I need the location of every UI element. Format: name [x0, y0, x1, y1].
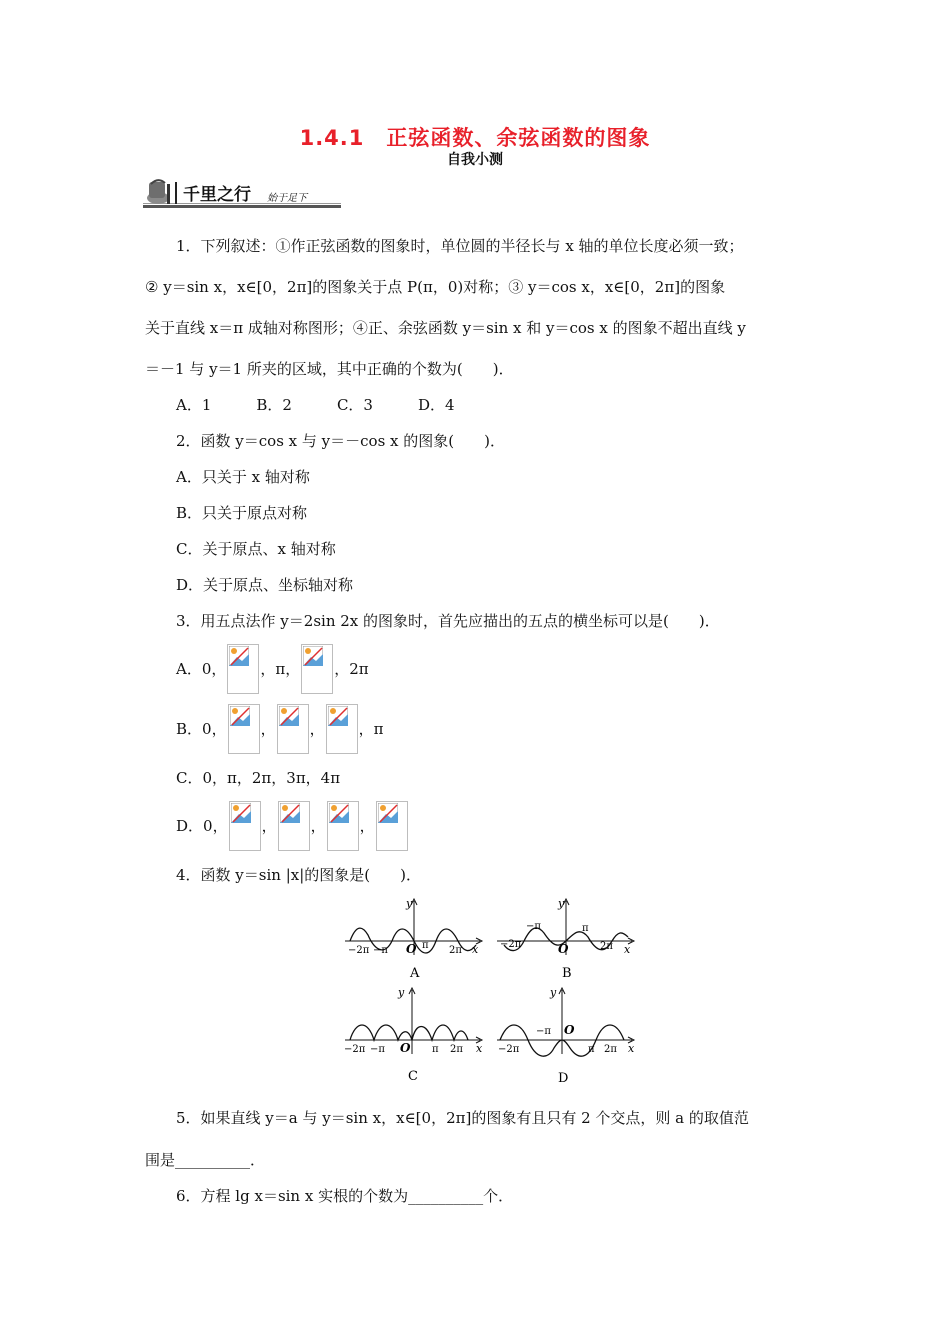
- q3-a-pi: ，π，: [260, 660, 301, 678]
- broken-image-icon: [229, 801, 261, 851]
- svg-text:x: x: [472, 943, 479, 956]
- graph-b: [492, 893, 642, 983]
- svg-text:2π: 2π: [449, 945, 462, 956]
- graph-c: [340, 982, 490, 1087]
- q3-a-label: A．0，: [176, 660, 227, 678]
- q1-line4: ＝－1 与 y＝1 所夹的区域，其中正确的个数为( )．: [145, 360, 514, 378]
- q3-b-label: B．0，: [176, 720, 227, 738]
- svg-text:−π: −π: [526, 921, 541, 932]
- q3-stem: 3．用五点法作 y＝2sin 2x 的图象时，首先应描出的五点的横坐标可以是( )．: [176, 612, 720, 630]
- broken-image-icon: [277, 704, 309, 754]
- svg-text:2π: 2π: [450, 1044, 463, 1055]
- q3-d-sep: ，: [261, 817, 277, 835]
- svg-text:2π: 2π: [600, 941, 613, 952]
- banner-main-text: 千里之行: [183, 185, 251, 205]
- q1-options: A．1 B．2 C．3 D．4: [176, 396, 455, 414]
- q2-option-d: D．关于原点、坐标轴对称: [176, 576, 354, 594]
- svg-text:x: x: [628, 1042, 635, 1055]
- svg-text:y: y: [550, 986, 557, 999]
- q6-stem: 6．方程 lg x＝sin x 实根的个数为__________个．: [176, 1187, 514, 1205]
- svg-text:−2π: −2π: [344, 1044, 366, 1055]
- broken-image-icon: [228, 704, 260, 754]
- svg-text:B: B: [562, 966, 572, 981]
- svg-text:D: D: [558, 1071, 569, 1086]
- q3-d-sep: ，: [310, 817, 326, 835]
- graph-c-curve: [350, 1025, 468, 1040]
- broken-image-icon: [376, 801, 408, 851]
- banner-sub-text: 始于足下: [267, 193, 307, 204]
- svg-text:−2π: −2π: [348, 945, 370, 956]
- svg-text:π: π: [588, 1044, 595, 1055]
- page-subtitle: 自我小测: [447, 152, 503, 168]
- svg-text:π: π: [422, 940, 429, 951]
- broken-image-icon: [327, 801, 359, 851]
- q3-d-label: D．0，: [176, 817, 228, 835]
- q3-b-sep: ，: [260, 720, 276, 738]
- svg-text:2π: 2π: [604, 1044, 617, 1055]
- bonsai-icon: [147, 180, 170, 204]
- q1-line1: 1．下列叙述：①作正弦函数的图象时，单位圆的半径长与 x 轴的单位长度必须一致；: [176, 237, 744, 255]
- svg-text:O: O: [400, 1041, 411, 1055]
- q2-option-c: C．关于原点、x 轴对称: [176, 540, 336, 558]
- q3-option-a: [176, 644, 369, 694]
- q3-option-c: C．0，π，2π，3π，4π: [176, 769, 341, 787]
- q4-stem: 4．函数 y＝sin |x|的图象是( )．: [176, 866, 421, 884]
- q2-stem: 2．函数 y＝cos x 与 y＝－cos x 的图象( )．: [176, 432, 505, 450]
- broken-image-icon: [326, 704, 358, 754]
- svg-text:−π: −π: [536, 1026, 551, 1037]
- q2-option-a: A．只关于 x 轴对称: [176, 468, 310, 486]
- q3-option-b: [176, 704, 383, 754]
- broken-image-icon: [278, 801, 310, 851]
- svg-text:y: y: [558, 897, 565, 910]
- q3-a-end: ，2π: [334, 660, 369, 678]
- svg-text:O: O: [564, 1023, 575, 1037]
- svg-text:−2π: −2π: [500, 939, 522, 950]
- page-title: 1.4.1 正弦函数、余弦函数的图象: [299, 126, 651, 150]
- q5-line2: 围是__________．: [145, 1151, 266, 1169]
- svg-text:π: π: [582, 923, 589, 934]
- svg-text:−π: −π: [370, 1044, 385, 1055]
- section-banner: [143, 174, 343, 210]
- svg-text:x: x: [476, 1042, 483, 1055]
- broken-image-icon: [227, 644, 259, 694]
- q3-b-end: ，π: [358, 720, 384, 738]
- q1-line3: 关于直线 x＝π 成轴对称图形；④正、余弦函数 y＝sin x 和 y＝cos x 的图象不超出直线 y: [145, 319, 746, 337]
- q1-line2: ② y＝sin x，x∈[0，2π]的图象关于点 P(π，0)对称；③ y＝cos x，x∈[0，2π]的图象: [145, 278, 726, 296]
- svg-text:O: O: [558, 942, 569, 956]
- svg-text:−2π: −2π: [498, 1044, 520, 1055]
- graph-d: [492, 982, 642, 1087]
- q3-d-sep: ，: [359, 817, 375, 835]
- svg-text:y: y: [406, 897, 413, 910]
- q3-b-sep: ，: [309, 720, 325, 738]
- svg-text:A: A: [410, 966, 420, 981]
- svg-text:−π: −π: [373, 945, 388, 956]
- svg-text:x: x: [624, 943, 631, 956]
- svg-text:C: C: [408, 1069, 418, 1084]
- svg-text:y: y: [398, 986, 405, 999]
- banner-graphic: [143, 174, 343, 210]
- svg-text:O: O: [406, 942, 417, 956]
- q2-option-b: B．只关于原点对称: [176, 504, 308, 522]
- q5-line1: 5．如果直线 y＝a 与 y＝sin x，x∈[0，2π]的图象有且只有 2 个交点，则 a 的取值范: [176, 1109, 749, 1127]
- svg-text:π: π: [432, 1044, 439, 1055]
- q3-option-d: [176, 801, 409, 851]
- graph-a: [340, 893, 490, 983]
- broken-image-icon: [301, 644, 333, 694]
